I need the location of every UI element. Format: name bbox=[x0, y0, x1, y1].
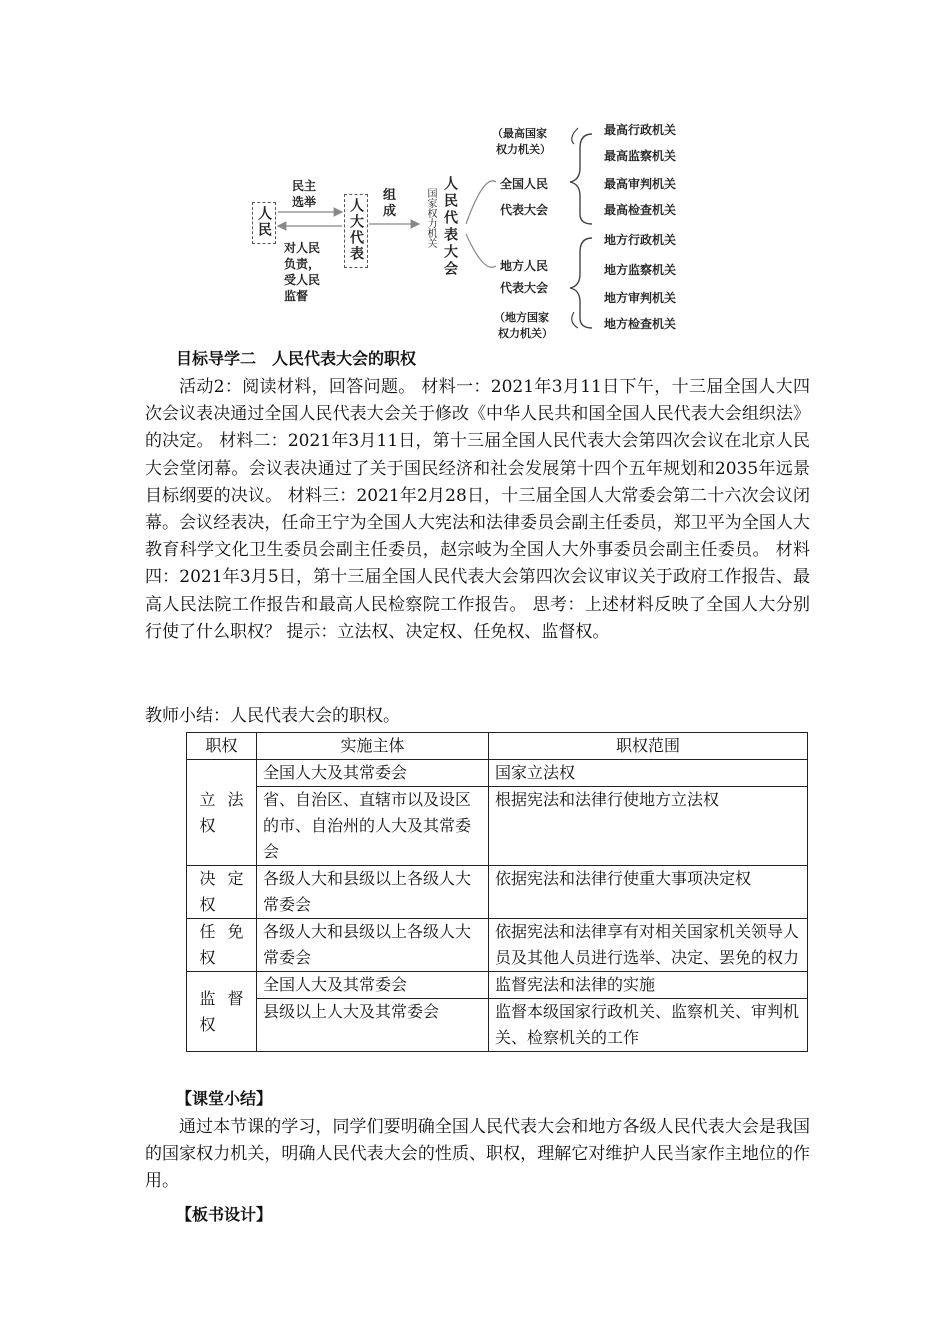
national-note-line1: （最高国家 bbox=[492, 127, 547, 140]
responsible-line1: 对人民 bbox=[284, 241, 321, 255]
section2-title: 目标导学二 人民代表大会的职权 bbox=[176, 349, 417, 368]
decision-power-name: 决定权 bbox=[199, 869, 244, 914]
people-congress-diagram bbox=[244, 114, 706, 346]
table-row bbox=[187, 866, 808, 919]
supervision-power-cell bbox=[187, 972, 257, 1052]
local-line2: 代表大会 bbox=[500, 281, 549, 295]
responsible-line4: 监督 bbox=[284, 289, 309, 303]
compose-line2: 成 bbox=[383, 204, 397, 219]
activity-paragraph: 活动2：阅读材料，回答问题。 材料一：2021年3月11日下午，十三届全国人大四次会议表决通过全国人民代表大会关于修改《中华人民共和国全国人民代表大会组织法》的决定。 材料二：2021年3月11日，第十三届全国人民代表大会第四次会议在北京人民大会堂闭幕。会议表决通过了关于国民经济和社会发展第十四个五年规划和2035年远景目标纲要的决议。 材料三：2021年2月28日，十三届全国人大常委会第二十六次会议闭幕。会议经表决，任命王宁为全国人大宪法和法律委员会副主任委员，郑卫平为全国人大教育科学文化卫生委员会副主任委员，赵宗岐为全国人大外事委员会副主任委员。 材料四：2021年3月5日，第十三届全国人民代表大会第四次会议审议关于政府工作报告、最高人民法院工作报告和最高人民检察院工作报告。 思考：上述材料反映了全国人大分别行使了什么职权？ 提示：立法权、决定权、任免权、监督权。 bbox=[145, 377, 810, 642]
local-organ-3: 地方审判机关 bbox=[604, 291, 677, 305]
appointment-power-name: 任免权 bbox=[199, 922, 244, 967]
appointment-power-cell bbox=[187, 919, 257, 972]
subject-cell: 各级人大和县级以上各级人大常委会 bbox=[257, 919, 489, 972]
scope-cell: 根据宪法和法律行使地方立法权 bbox=[489, 787, 808, 866]
national-note-brace bbox=[572, 128, 578, 144]
board-design-title: 【板书设计】 bbox=[176, 1205, 273, 1224]
compose-line1: 组 bbox=[383, 188, 397, 203]
local-organ-2: 地方监察机关 bbox=[604, 263, 677, 277]
deputies-label: 人大代表 bbox=[348, 198, 364, 262]
teacher-summary: 教师小结：人民代表大会的职权。 bbox=[145, 706, 400, 726]
scope-cell: 国家立法权 bbox=[489, 760, 808, 787]
national-organ-3: 最高审判机关 bbox=[604, 177, 677, 191]
national-line2: 代表大会 bbox=[500, 203, 549, 217]
table-row bbox=[187, 760, 808, 787]
subject-cell: 县级以上人大及其常委会 bbox=[257, 999, 489, 1052]
national-note-line2: 权力机关） bbox=[496, 143, 551, 156]
national-organ-1: 最高行政机关 bbox=[604, 123, 677, 137]
scope-cell: 监督本级国家行政机关、监察机关、审判机关、检察机关的工作 bbox=[489, 999, 808, 1052]
subject-cell: 各级人大和县级以上各级人大常委会 bbox=[257, 866, 489, 919]
national-branch bbox=[466, 181, 496, 224]
table-row bbox=[187, 787, 808, 866]
table-row bbox=[187, 972, 808, 999]
local-branch bbox=[466, 234, 496, 267]
local-note-line1: （地方国家 bbox=[494, 311, 549, 324]
local-line1: 地方人民 bbox=[500, 259, 549, 273]
scope-cell: 依据宪法和法律行使重大事项决定权 bbox=[489, 866, 808, 919]
elect-line2: 选举 bbox=[292, 195, 317, 209]
table-header-row bbox=[187, 733, 808, 760]
header-subject: 实施主体 bbox=[257, 733, 489, 760]
scope-cell: 依据宪法和法律享有对相关国家机关领导人员及其他人员进行选举、决定、罢免的权力 bbox=[489, 919, 808, 972]
table-row bbox=[187, 999, 808, 1052]
header-scope: 职权范围 bbox=[489, 733, 808, 760]
local-organ-1: 地方行政机关 bbox=[604, 233, 677, 247]
responsible-line2: 负责， bbox=[284, 257, 321, 271]
local-note-brace bbox=[572, 312, 578, 328]
subject-cell: 省、自治区、直辖市以及设区的市、自治州的人大及其常委会 bbox=[257, 787, 489, 866]
scope-cell: 监督宪法和法律的实施 bbox=[489, 972, 808, 999]
legislative-power-name: 立法权 bbox=[199, 789, 244, 835]
supervision-power-name: 监督权 bbox=[199, 988, 244, 1034]
responsible-line3: 受人民 bbox=[284, 273, 321, 287]
people-label: 人民 bbox=[256, 206, 272, 238]
national-brace bbox=[570, 134, 592, 224]
subject-cell: 全国人大及其常委会 bbox=[257, 760, 489, 787]
elect-line1: 民主 bbox=[292, 179, 317, 193]
powers-table bbox=[186, 732, 808, 1052]
national-organ-4: 最高检查机关 bbox=[604, 203, 677, 217]
congress-label: 人民代表大会 bbox=[442, 176, 458, 278]
national-line1: 全国人民 bbox=[500, 177, 549, 191]
national-organ-2: 最高监察机关 bbox=[604, 149, 677, 163]
table-row bbox=[187, 919, 808, 972]
header-power: 职权 bbox=[187, 733, 257, 760]
local-organ-4: 地方检查机关 bbox=[604, 317, 677, 331]
legislative-power-cell bbox=[187, 760, 257, 866]
local-note-line2: 权力机关） bbox=[498, 327, 553, 340]
decision-power-cell bbox=[187, 866, 257, 919]
subject-cell: 全国人大及其常委会 bbox=[257, 972, 489, 999]
class-summary-paragraph: 通过本节课的学习，同学们要明确全国人民代表大会和地方各级人民代表大会是我国的国家权力机关，明确人民代表大会的性质、职权，理解它对维护人民当家作主地位的作用。 bbox=[145, 1117, 810, 1192]
class-summary-title: 【课堂小结】 bbox=[176, 1089, 273, 1108]
organ-label: 国家权力机关 bbox=[425, 188, 436, 248]
